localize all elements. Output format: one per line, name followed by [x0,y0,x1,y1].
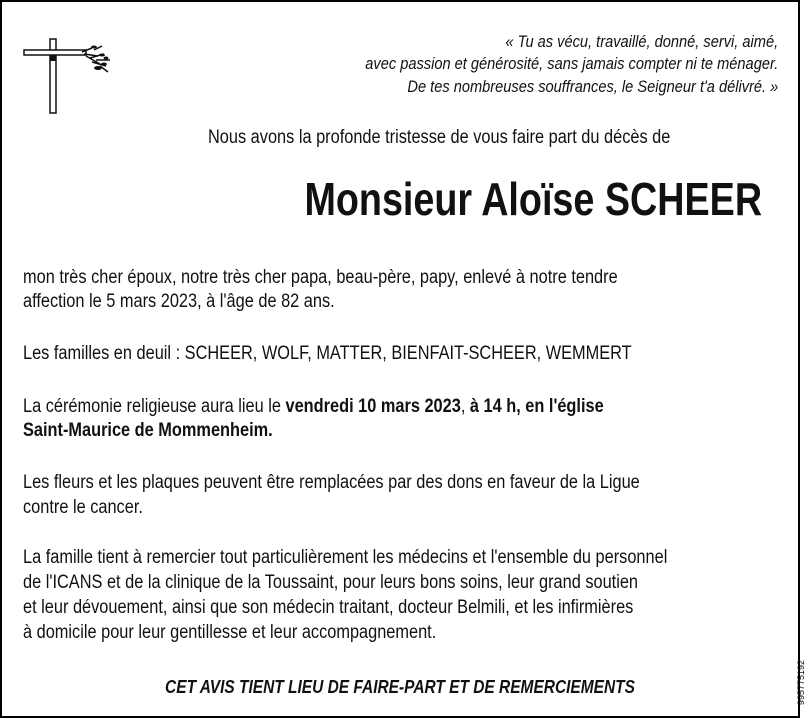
paragraph-line: contre le cancer. [23,497,143,518]
paragraph-line: de l'ICANS et de la clinique de la Toussaint, pour leurs bons soins, leur grand soutien [23,572,639,593]
quote-line: « Tu as vécu, travaillé, donné, servi, aimé, [505,32,778,51]
ceremony-time: à 14 h, en l'église [469,396,604,417]
paragraph-line: Les fleurs et les plaques peuvent être remplacées par des dons en faveur de la Ligue [23,472,640,493]
footer-note: CET AVIS TIENT LIEU DE FAIRE-PART ET DE REMERCIEMENTS [165,677,635,697]
reference-number: 995775192 [796,660,806,706]
paragraph-line: mon très cher époux, notre très cher papa, beau-père, papy, enlevé à notre tendre [23,267,618,288]
ceremony-text: La cérémonie religieuse aura lieu le [23,396,286,417]
intro-text: Nous avons la profonde tristesse de vous faire part du décès de [208,127,671,148]
ceremony-line [23,396,604,418]
paragraph-line: La famille tient à remercier tout particulièrement les médecins et l'ensemble du personnel [23,547,668,568]
ceremony-sep: , [460,396,470,417]
quote-line: De tes nombreuses souffrances, le Seigneur t'a délivré. » [407,77,778,96]
paragraph-line: affection le 5 mars 2023, à l'âge de 82 ans. [23,291,335,312]
ceremony-place: Saint-Maurice de Mommenheim. [23,420,273,441]
paragraph-line: à domicile pour leur gentillesse et leur accompagnement. [23,622,437,643]
paragraph-line: et leur dévouement, ainsi que son médecin traitant, docteur Belmili, et les infirmières [23,597,634,618]
quote-line: avec passion et générosité, sans jamais compter ni te ménager. [364,54,778,73]
ceremony-date: vendredi 10 mars 2023 [285,396,461,417]
cross-with-branch-icon [20,36,110,116]
families-line: Les familles en deuil : SCHEER, WOLF, MATTER, BIENFAIT-SCHEER, WEMMERT [23,343,632,364]
deceased-name: Monsieur Aloïse SCHEER [304,173,762,225]
